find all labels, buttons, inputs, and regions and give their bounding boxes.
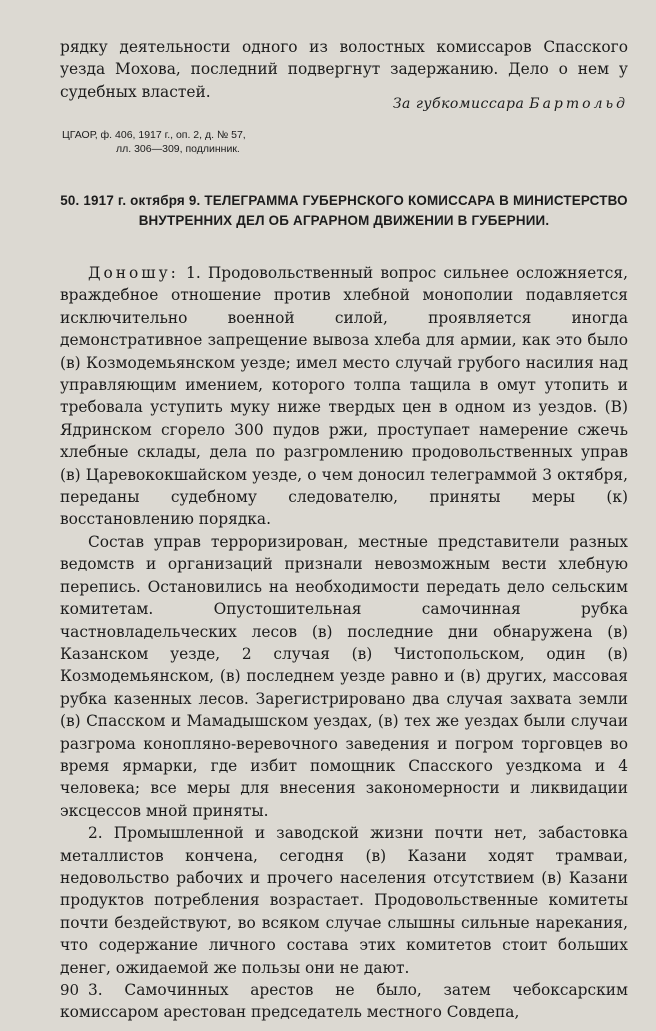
paragraph-2: Состав управ терроризирован, местные представители разных ведомств и организаций признали невозможным вести хлебную перепись. Остановились на необходимости передать дело сельским комитетам. Опустошительная самочинная рубка частновладельческих лесов (в) последние дни обнаружена (в) Казанском уезде, 2 случая (в) Чистопольском, один (в) Козмодемьянском, (в) последнем уезде равно и (в) других, массовая рубка казенных лесов. Зарегистрировано два случая захвата земли (в) Спасском и Мамадышском уездах, (в) тех же уездах были случаи разгрома конопляно-веревочного заведения и погром торговцев во время ярмарки, где избит помощник Спасского уездкома и 4 человека; все меры для внесения закономерности и ликвидации эксцессов мной приняты. [60,532,628,820]
paragraph-1-text: 1. Продовольственный вопрос сильнее осложняется, враждебное отношение против хлебной монополии подавляется исключительно военной силой, проявляется иногда демонстративное запрещение вывоза хлеба для армии, как это было (в) Козмодемьянском уезде; имел место случай грубого насилия над управляющим имением, которого толпа тащила в омут утопить и требовала уступить муку ниже твердых цен в одном из уездов. (В) Ядринском сгорело 300 пудов ржи, проступает намерение сжечь хлебные склады, дела по разгромлению продовольственных управ (в) Царевококшайском уезде, о чем доносил телеграммой 3 октября, переданы судебному следователю, приняты меры (к) восстановлению порядка. [60,264,628,529]
signature-prefix: За губкомиссара [392,96,525,112]
paragraph-3: 2. Промышленной и заводской жизни почти нет, забастовка металлистов кончена, сегодня (в) Казани ходят трамваи, недовольство рабочих и прочего населения отсутствием (в) Казани продуктов потребления возрастает. Продовольственные комитеты почти бездействуют, во всяком случае слышны сильные нарекания, что содержание личного состава этих комитетов стоит больших денег, ожидаемой же пользы они не дают. [60,824,628,977]
signature [60,96,628,112]
archive-reference-line2: лл. 306—309, подлинник. [116,143,240,155]
signature-name: Бартольд [529,96,628,112]
page-number: 90 [60,981,80,999]
archive-reference-line1: ЦГАОР, ф. 406, 1917 г., оп. 2, д. № 57, [62,129,246,141]
document-body [60,262,628,1024]
continuation-paragraph [60,36,628,103]
paragraph-1 [60,262,628,531]
continuation-text: рядку деятельности одного из волостных комиссаров Спасского уезда Мохова, последний подвергнут задержанию. Дело о нем у судебных властей. [60,38,628,101]
paragraph-4: 3. Самочинных арестов не было, затем чебоксарским комиссаром арестован председатель местного Совдепа, [60,981,628,1022]
document-heading: 50. 1917 г. октября 9. ТЕЛЕГРАММА ГУБЕРНСКОГО КОМИССАРА В МИНИСТЕРСТВО ВНУТРЕННИХ ДЕЛ ОБ АГРАРНОМ ДВИЖЕНИИ В ГУБЕРНИИ. [60,193,628,228]
archive-reference [62,128,622,156]
lead-word: Доношу: [88,264,179,282]
